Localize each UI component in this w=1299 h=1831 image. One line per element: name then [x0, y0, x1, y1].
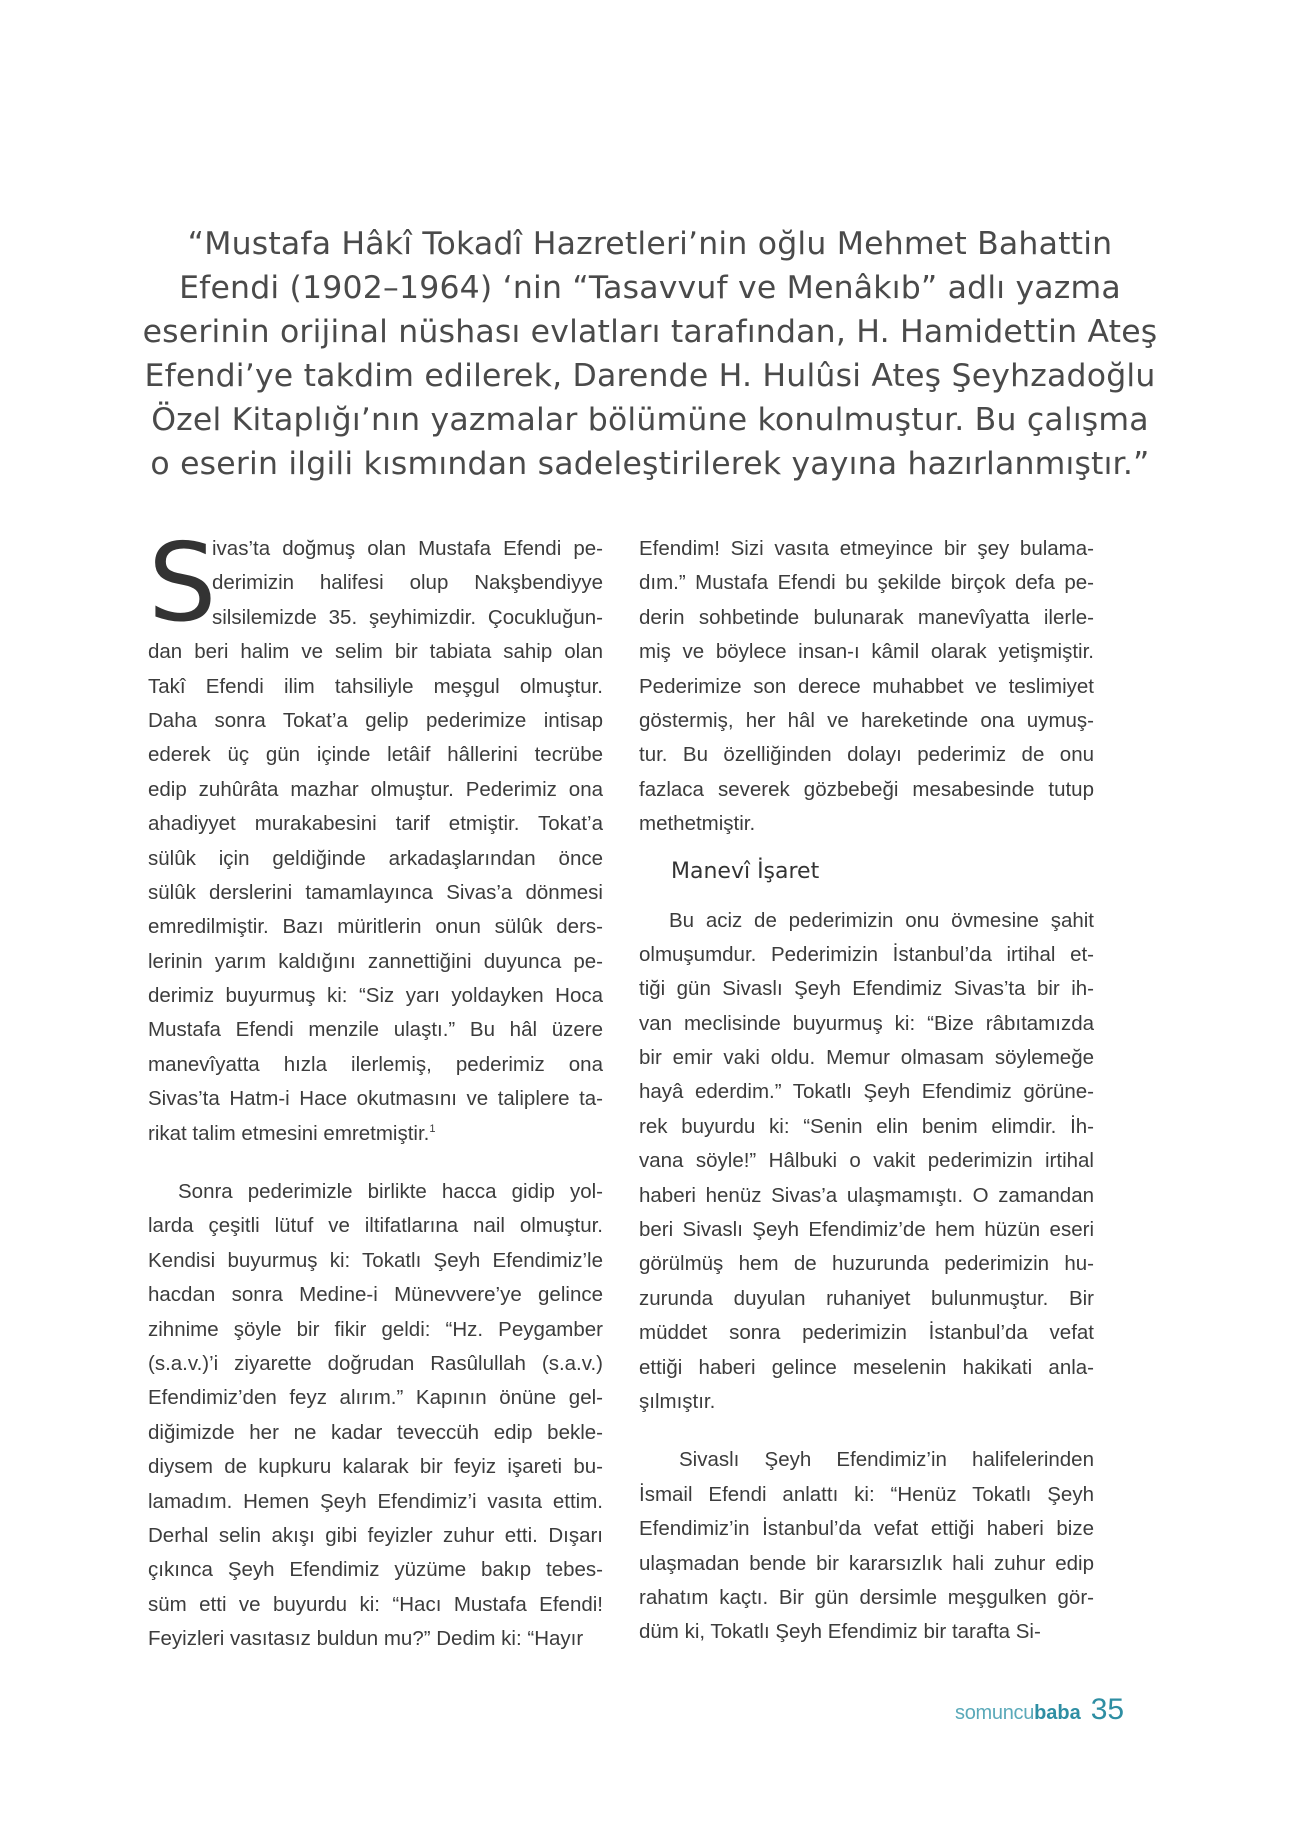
paragraph	[639, 532, 1094, 842]
text-line: diğimizde her ne kadar teveccüh edip bekle-	[148, 1420, 603, 1444]
intro-quote	[140, 222, 1160, 486]
text-line: haberi henüz Sivas’a ulaşmamıştı. O zamandan	[639, 1183, 1094, 1207]
text-line: olmuşumdur. Pederimizin İstanbul’da irtihal et-	[639, 942, 1094, 966]
text-line: emredilmiştir. Bazı müritlerin onun sülûk ders-	[148, 915, 603, 939]
text-line: süm etti ve buyurdu ki: “Hacı Mustafa Efendi!	[148, 1592, 603, 1616]
page-number: 35	[1090, 1693, 1125, 1726]
text-line: düm ki, Tokatlı Şeyh Efendimiz bir tarafta Si-	[639, 1620, 1041, 1644]
text-line: tur. Bu özelliğinden dolayı pederimiz de onu	[639, 743, 1094, 767]
text-line: tiği gün Sivaslı Şeyh Efendimiz Sivas’ta bir ih-	[639, 977, 1094, 1001]
text-line: lerinin yarım kaldığını zannettiğini duyunca pe-	[148, 949, 603, 973]
text-line: dan beri halim ve selim bir tabiata sahip olan	[148, 640, 603, 664]
text-line: ulaşmadan bende bir kararsızlık hali zuhur edip	[639, 1551, 1094, 1575]
text-line: Kendisi buyurmuş ki: Tokatlı Şeyh Efendimiz’le	[148, 1248, 603, 1272]
text-line: zurunda duyulan ruhaniyet bulunmuştur. Bir	[639, 1286, 1094, 1310]
intro-line: Efendi (1902–1964) ‘nin “Tasavvuf ve Menâkıb” adlı yazma	[179, 270, 1121, 306]
text-line: sülûk için geldiğinde arkadaşlarından önce	[148, 846, 603, 870]
text-line: methetmiştir.	[639, 812, 756, 836]
section-heading: Manevî İşaret	[671, 858, 820, 884]
text-line: rikat talim etmesini emretmiştir.$^1$	[148, 1121, 436, 1145]
text-line: Derhal selin akışı gibi feyizler zuhur etti. Dışarı	[148, 1523, 603, 1547]
text-line: görülmüş hem de huzurunda pederimizin hu-	[639, 1252, 1094, 1276]
brand-name-part2: baba	[1034, 1702, 1081, 1724]
text-line: ivas’ta doğmuş olan Mustafa Efendi pe-	[212, 537, 603, 560]
text-line: van meclisinde buyurmuş ki: “Bize râbıtamızda	[639, 1011, 1094, 1035]
text-line: vana söyle!” Hâlbuki o vakit pederimizin irtihal	[639, 1149, 1094, 1173]
text-line: Sonra pederimizle birlikte hacca gidip yol-	[178, 1180, 603, 1204]
text-line: İsmail Efendi anlattı ki: “Henüz Tokatlı Şeyh	[639, 1482, 1094, 1506]
text-line: lamadım. Hemen Şeyh Efendimiz’i vasıta ettim.	[148, 1489, 603, 1513]
intro-line: Efendi’ye takdim edilerek, Darende H. Hulûsi Ateş Şeyhzadoğlu	[144, 358, 1156, 394]
intro-line: “Mustafa Hâkî Tokadî Hazretleri’nin oğlu Mehmet Bahattin	[187, 226, 1113, 262]
text-line: Efendimiz’den feyz alırım.” Kapının önüne gel-	[148, 1386, 603, 1410]
text-line: Feyizleri vasıtasız buldun mu?” Dedim ki: “Hayır	[148, 1627, 584, 1651]
paragraph	[639, 1443, 1094, 1649]
text-line: manevîyatta hızla ilerlemiş, pederimiz ona	[148, 1052, 603, 1076]
text-line: Bu aciz de pederimizin onu övmesine şahit	[669, 908, 1094, 932]
text-line: rahatım kaçtı. Bir gün dersimle meşgulken gör-	[639, 1585, 1094, 1609]
text-line: hayâ ederdim.” Tokatlı Şeyh Efendimiz görüne-	[639, 1080, 1094, 1104]
text-line: dım.” Mustafa Efendi bu şekilde birçok defa pe-	[639, 571, 1094, 595]
page-footer	[955, 1693, 1124, 1727]
paragraph	[148, 1175, 603, 1656]
intro-line: o eserin ilgili kısmından sadeleştirilerek yayına hazırlanmıştır.”	[150, 446, 1150, 482]
text-line: miş ve böylece insan-ı kâmil olarak yetişmiştir.	[639, 640, 1094, 664]
drop-cap: S	[148, 521, 217, 646]
text-line: bir emir vaki oldu. Memur olmasam söylemeğe	[639, 1046, 1094, 1070]
text-line: derimiz buyurmuş ki: “Siz yarı yoldayken Hoca	[148, 984, 603, 1008]
text-line: beri Sivaslı Şeyh Efendimiz’de hem hüzün eseri	[639, 1218, 1094, 1242]
text-line: fazlaca severek gözbebeği mesabesinde tutup	[639, 777, 1094, 801]
text-line: zihnime şöyle bir fikir geldi: “Hz. Peygamber	[148, 1317, 603, 1341]
text-line: rek buyurdu ki: “Senin elin benim elimdir. İh-	[639, 1114, 1094, 1138]
text-line: şılmıştır.	[639, 1389, 716, 1413]
text-line: çıkınca Şeyh Efendimiz yüzüme bakıp tebes-	[148, 1558, 603, 1582]
text-line: silsilemizde 35. şeyhimizdir. Çocukluğun-	[212, 605, 603, 629]
text-line: diysem de kupkuru kalarak bir feyiz işareti bu-	[148, 1455, 603, 1479]
text-line: müddet sonra pederimizin İstanbul’da vefat	[639, 1321, 1094, 1345]
text-line: Mustafa Efendi menzile ulaştı.” Bu hâl üzere	[148, 1018, 603, 1042]
text-line: (s.a.v.)’i ziyarette doğrudan Rasûlullah (s.a.v.)	[148, 1351, 603, 1375]
intro-line: Özel Kitaplığı’nın yazmalar bölümüne konulmuştur. Bu çalışma	[151, 402, 1149, 438]
text-line: sülûk derslerini tamamlayınca Sivas’a dönmesi	[148, 880, 603, 904]
intro-line: eserinin orijinal nüshası evlatları tarafından, H. Hamidettin Ateş	[142, 314, 1158, 350]
text-line: Pederimize son derece muhabbet ve teslimiyet	[639, 674, 1094, 698]
brand-name-part1: somuncu	[955, 1702, 1035, 1724]
footnote-marker: 1	[429, 1122, 436, 1135]
text-line: ahadiyyet murakabesini tarif etmiştir. Tokat’a	[148, 812, 603, 836]
text-line: Efendim! Sizi vasıta etmeyince bir şey bulama-	[639, 537, 1094, 560]
text-line: ettiği haberi gelince meselenin hakikati anla-	[639, 1355, 1094, 1379]
text-line: hacdan sonra Medine-i Münevvere’ye gelince	[148, 1283, 603, 1307]
paragraph	[639, 904, 1094, 1420]
text-line: edip zuhûrâta mazhar olmuştur. Pederimiz ona	[148, 777, 603, 801]
text-line: derimizin halifesi olup Nakşbendiyye	[212, 571, 603, 595]
text-line: larda çeşitli lütuf ve iltifatlarına nail olmuştur.	[148, 1214, 603, 1238]
text-line: ederek üç gün içinde letâif hâllerini tecrübe	[148, 743, 603, 767]
text-line: göstermiş, her hâl ve hareketinde ona uymuş-	[639, 708, 1094, 732]
text-line: derin sohbetinde bulunarak manevîyatta ilerle-	[639, 605, 1094, 629]
text-line: Daha sonra Tokat’a gelip pederimize intisap	[148, 708, 603, 732]
text-line: Efendimiz’in İstanbul’da vefat ettiği haberi bize	[639, 1517, 1094, 1541]
left-column	[148, 521, 603, 1657]
text-line: Sivaslı Şeyh Efendimiz’in halifelerinden	[679, 1448, 1094, 1472]
text-line: Sivas’ta Hatm-i Hace okutmasını ve taliplere ta-	[148, 1087, 603, 1111]
text-line: Takî Efendi ilim tahsiliyle meşgul olmuştur.	[148, 674, 603, 698]
paragraph	[148, 521, 603, 1151]
right-column	[639, 532, 1094, 1650]
